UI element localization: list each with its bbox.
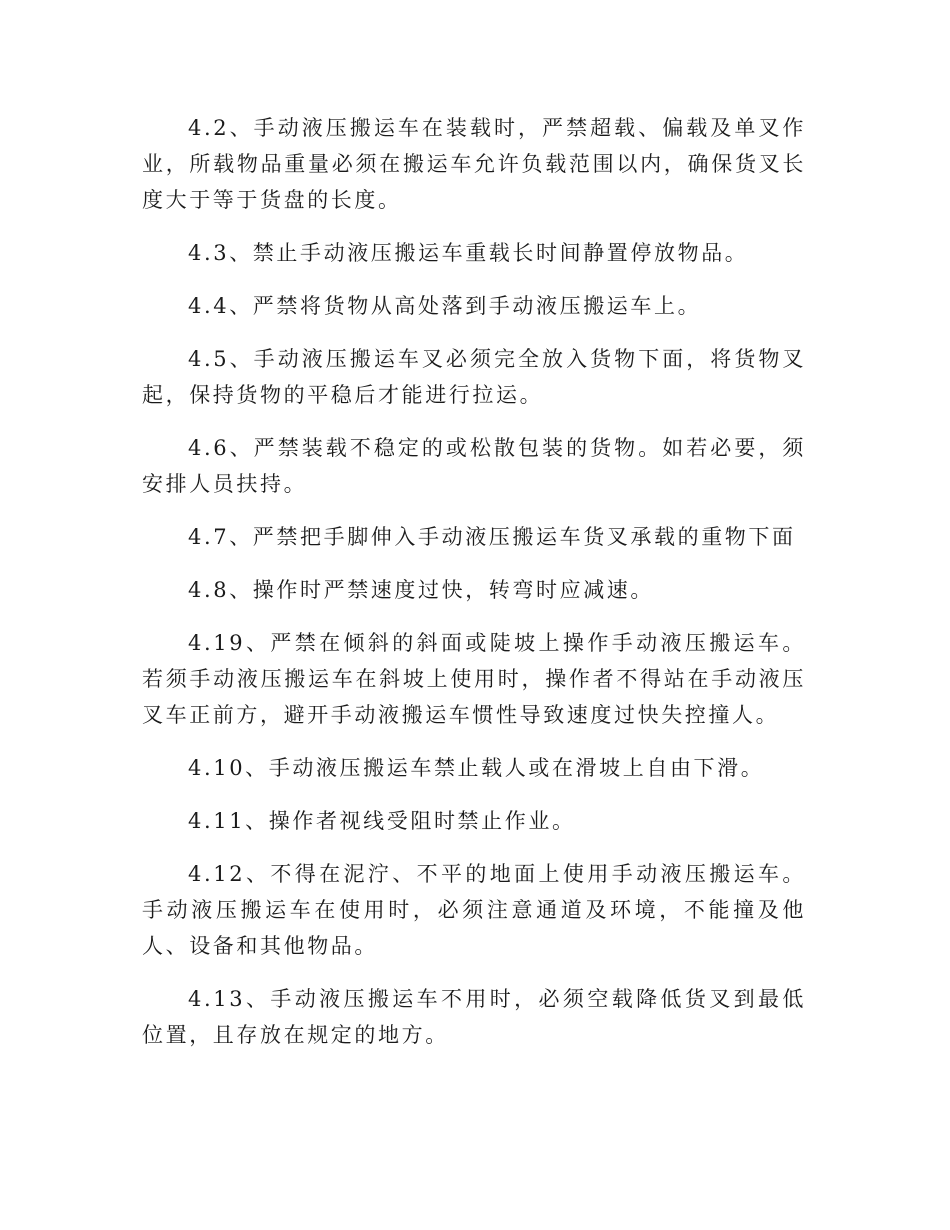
paragraph-4-3: 4.3、禁止手动液压搬运车重载长时间静置停放物品。 — [188, 241, 749, 265]
paragraph-4-12: 4.12、不得在泥泞、不平的地面上使用手动液压搬运车。手动液压搬运车在使用时，必须注意通道及环境，不能撞及他人、设备和其他物品。 — [142, 862, 806, 958]
paragraph-4-5: 4.5、手动液压搬运车叉必须完全放入货物下面，将货物叉起，保持货物的平稳后才能进行拉运。 — [142, 347, 806, 407]
paragraph-4-8: 4.8、操作时严禁速度过快，转弯时应减速。 — [188, 578, 654, 602]
paragraph-4-19: 4.19、严禁在倾斜的斜面或陡坡上操作手动液压搬运车。若须手动液压搬运车在斜坡上使用时，操作者不得站在手动液压叉车正前方，避开手动液搬运车惯性导致速度过快失控撞人。 — [142, 631, 806, 727]
paragraph-4-11: 4.11、操作者视线受阻时禁止作业。 — [188, 809, 576, 833]
paragraph-4-4: 4.4、严禁将货物从高处落到手动液压搬运车上。 — [188, 294, 702, 318]
paragraph-4-2: 4.2、手动液压搬运车在装载时，严禁超载、偏载及单叉作业，所载物品重量必须在搬运车允许负载范围以内，确保货叉长度大于等于货盘的长度。 — [142, 116, 806, 212]
paragraph-4-7: 4.7、严禁把手脚伸入手动液压搬运车货叉承载的重物下面 — [188, 525, 796, 549]
paragraph-4-10: 4.10、手动液压搬运车禁止载人或在滑坡上自由下滑。 — [188, 756, 765, 780]
paragraph-4-13: 4.13、手动液压搬运车不用时，必须空载降低货叉到最低位置，且存放在规定的地方。 — [142, 987, 806, 1047]
paragraph-4-6: 4.6、严禁装载不稳定的或松散包装的货物。如若必要，须安排人员扶持。 — [142, 436, 806, 496]
document-body — [142, 110, 806, 1070]
